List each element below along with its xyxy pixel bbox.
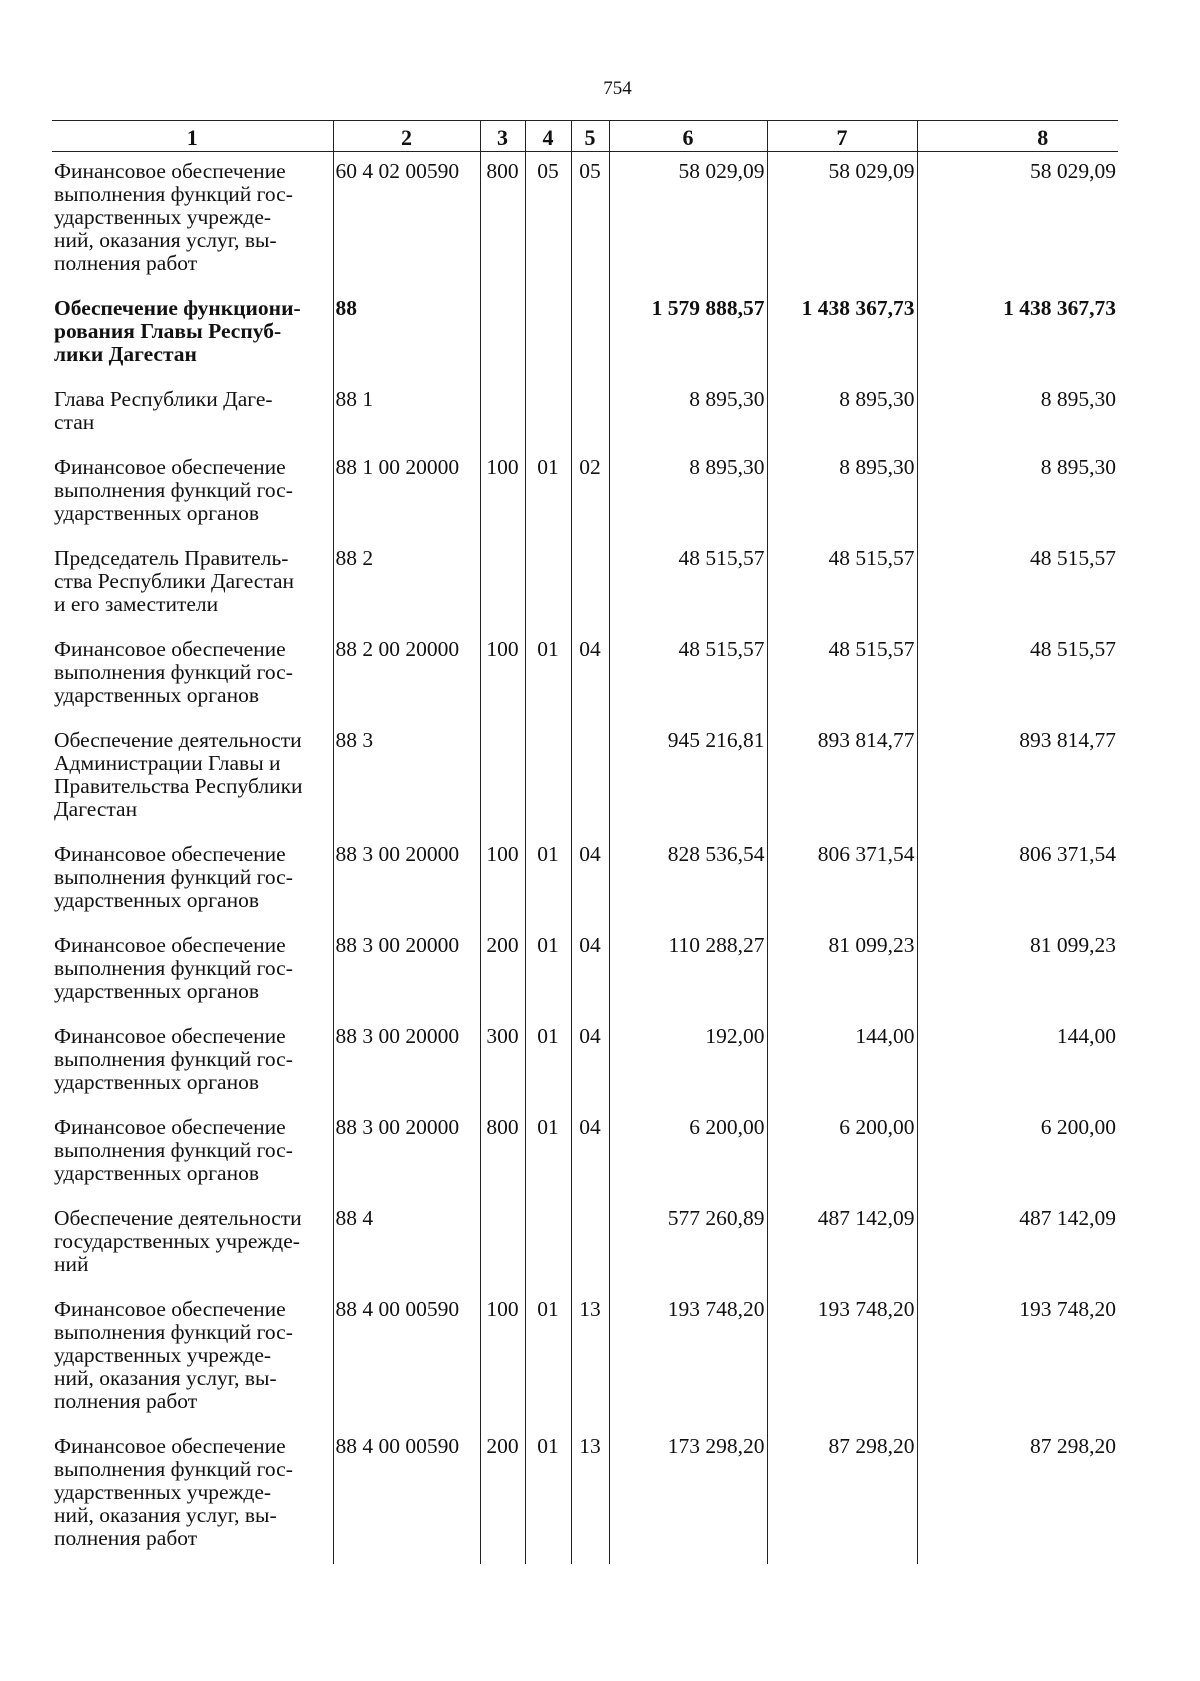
row-code: 60 4 02 00590 xyxy=(333,152,480,290)
table-row xyxy=(52,721,1118,835)
row-name xyxy=(52,926,333,1017)
row-value-6: 110 288,27 xyxy=(609,926,767,1017)
budget-table xyxy=(52,120,1118,1564)
row-name-line: Финансовое обеспечение xyxy=(54,842,286,866)
table-row xyxy=(52,289,1118,380)
row-col4: 01 xyxy=(525,1108,571,1199)
row-name xyxy=(52,1290,333,1427)
row-col4 xyxy=(525,539,571,630)
row-value-7: 8 895,30 xyxy=(767,380,917,448)
row-col4: 01 xyxy=(525,835,571,926)
row-name-line: выполнения функций гос- xyxy=(54,182,293,206)
row-code: 88 1 00 20000 xyxy=(333,448,480,539)
row-value-7: 6 200,00 xyxy=(767,1108,917,1199)
row-value-6: 828 536,54 xyxy=(609,835,767,926)
row-col5: 04 xyxy=(571,1108,609,1199)
row-name-line: Финансовое обеспечение xyxy=(54,455,286,479)
row-col4: 01 xyxy=(525,1290,571,1427)
row-name-line: ударственных учрежде- xyxy=(54,1343,272,1367)
row-value-6: 192,00 xyxy=(609,1017,767,1108)
row-code: 88 4 00 00590 xyxy=(333,1427,480,1564)
row-value-6: 58 029,09 xyxy=(609,152,767,290)
row-name-line: рования Главы Респуб- xyxy=(54,319,282,343)
row-name-line: Финансовое обеспечение xyxy=(54,1434,286,1458)
row-col3: 800 xyxy=(480,1108,525,1199)
row-col3: 200 xyxy=(480,1427,525,1564)
row-value-7: 487 142,09 xyxy=(767,1199,917,1290)
row-name-line: ударственных органов xyxy=(54,683,259,707)
table-row xyxy=(52,926,1118,1017)
row-name xyxy=(52,380,333,448)
row-value-8: 193 748,20 xyxy=(917,1290,1118,1427)
column-header: 2 xyxy=(333,121,480,152)
row-name-line: ударственных органов xyxy=(54,888,259,912)
row-value-7: 81 099,23 xyxy=(767,926,917,1017)
row-value-6: 48 515,57 xyxy=(609,539,767,630)
row-name-line: Финансовое обеспечение xyxy=(54,1024,286,1048)
row-col3 xyxy=(480,721,525,835)
row-value-8: 58 029,09 xyxy=(917,152,1118,290)
row-name-line: Обеспечение деятельности xyxy=(54,1206,302,1230)
row-name-line: и его заместители xyxy=(54,592,219,616)
row-name-line: полнения работ xyxy=(54,1526,198,1550)
row-name xyxy=(52,630,333,721)
row-name-line: ний, оказания услуг, вы- xyxy=(54,228,277,252)
row-name-line: ударственных органов xyxy=(54,1070,259,1094)
table-row xyxy=(52,630,1118,721)
row-col5: 04 xyxy=(571,630,609,721)
row-code: 88 3 00 20000 xyxy=(333,835,480,926)
row-name-line: выполнения функций гос- xyxy=(54,478,293,502)
column-header: 4 xyxy=(525,121,571,152)
row-col5 xyxy=(571,380,609,448)
row-code: 88 4 00 00590 xyxy=(333,1290,480,1427)
row-value-8: 8 895,30 xyxy=(917,448,1118,539)
row-value-8: 144,00 xyxy=(917,1017,1118,1108)
table-header-row xyxy=(52,121,1118,152)
row-col3 xyxy=(480,1199,525,1290)
row-name-line: выполнения функций гос- xyxy=(54,660,293,684)
row-name-line: ударственных учрежде- xyxy=(54,205,272,229)
row-name-line: полнения работ xyxy=(54,1389,198,1413)
row-name-line: Правительства Республики xyxy=(54,774,303,798)
row-name-line: лики Дагестан xyxy=(54,342,197,366)
row-col4: 01 xyxy=(525,1427,571,1564)
row-value-6: 8 895,30 xyxy=(609,380,767,448)
row-value-8: 8 895,30 xyxy=(917,380,1118,448)
row-name-line: Администрации Главы и xyxy=(54,751,281,775)
row-value-6: 1 579 888,57 xyxy=(609,289,767,380)
row-col3 xyxy=(480,539,525,630)
row-value-6: 8 895,30 xyxy=(609,448,767,539)
row-name xyxy=(52,835,333,926)
row-value-7: 8 895,30 xyxy=(767,448,917,539)
row-name-line: стан xyxy=(54,410,95,434)
column-header: 1 xyxy=(52,121,333,152)
row-name-line: выполнения функций гос- xyxy=(54,1320,293,1344)
row-col5 xyxy=(571,721,609,835)
row-value-6: 6 200,00 xyxy=(609,1108,767,1199)
row-name-line: Обеспечение функциони- xyxy=(54,296,301,320)
row-code: 88 3 00 20000 xyxy=(333,1017,480,1108)
row-name-line: ний xyxy=(54,1252,89,1276)
row-col3: 800 xyxy=(480,152,525,290)
row-name xyxy=(52,1017,333,1108)
row-name-line: государственных учрежде- xyxy=(54,1229,300,1253)
row-name-line: выполнения функций гос- xyxy=(54,865,293,889)
row-value-6: 173 298,20 xyxy=(609,1427,767,1564)
row-col4 xyxy=(525,1199,571,1290)
row-code: 88 xyxy=(333,289,480,380)
row-col4 xyxy=(525,380,571,448)
row-col4: 01 xyxy=(525,630,571,721)
row-code: 88 3 00 20000 xyxy=(333,1108,480,1199)
page-number: 754 xyxy=(603,78,632,99)
row-name-line: ударственных органов xyxy=(54,501,259,525)
row-col5: 13 xyxy=(571,1427,609,1564)
row-name-line: ударственных органов xyxy=(54,1161,259,1185)
column-header: 6 xyxy=(609,121,767,152)
row-col5: 13 xyxy=(571,1290,609,1427)
row-name xyxy=(52,1108,333,1199)
row-name-line: Финансовое обеспечение xyxy=(54,933,286,957)
table-body xyxy=(52,152,1118,1565)
table-row xyxy=(52,1017,1118,1108)
row-value-7: 58 029,09 xyxy=(767,152,917,290)
table-row xyxy=(52,152,1118,290)
row-value-7: 144,00 xyxy=(767,1017,917,1108)
row-col5: 05 xyxy=(571,152,609,290)
table-row xyxy=(52,539,1118,630)
column-header: 3 xyxy=(480,121,525,152)
row-code: 88 2 xyxy=(333,539,480,630)
row-name-line: Глава Республики Даге- xyxy=(54,387,273,411)
row-name-line: Дагестан xyxy=(54,797,138,821)
row-col3: 200 xyxy=(480,926,525,1017)
row-name-line: Финансовое обеспечение xyxy=(54,1115,286,1139)
row-name xyxy=(52,539,333,630)
row-name xyxy=(52,448,333,539)
row-name xyxy=(52,289,333,380)
row-code: 88 3 xyxy=(333,721,480,835)
column-header: 8 xyxy=(917,121,1118,152)
table-row xyxy=(52,835,1118,926)
row-name xyxy=(52,721,333,835)
row-name-line: ударственных органов xyxy=(54,979,259,1003)
column-header: 5 xyxy=(571,121,609,152)
row-col3 xyxy=(480,289,525,380)
row-value-6: 48 515,57 xyxy=(609,630,767,721)
row-name-line: Финансовое обеспечение xyxy=(54,159,286,183)
row-col5 xyxy=(571,539,609,630)
table-row xyxy=(52,380,1118,448)
table-row xyxy=(52,1108,1118,1199)
row-col3: 100 xyxy=(480,1290,525,1427)
row-col3: 300 xyxy=(480,1017,525,1108)
row-value-7: 893 814,77 xyxy=(767,721,917,835)
row-col3: 100 xyxy=(480,448,525,539)
row-value-6: 945 216,81 xyxy=(609,721,767,835)
row-col5: 04 xyxy=(571,1017,609,1108)
row-col4: 05 xyxy=(525,152,571,290)
table-row xyxy=(52,1199,1118,1290)
row-value-7: 193 748,20 xyxy=(767,1290,917,1427)
row-name xyxy=(52,152,333,290)
row-col3: 100 xyxy=(480,630,525,721)
row-name-line: полнения работ xyxy=(54,251,198,275)
row-name-line: Финансовое обеспечение xyxy=(54,1297,286,1321)
row-value-7: 48 515,57 xyxy=(767,630,917,721)
row-col3 xyxy=(480,380,525,448)
row-value-7: 48 515,57 xyxy=(767,539,917,630)
row-value-8: 893 814,77 xyxy=(917,721,1118,835)
row-name-line: ударственных учрежде- xyxy=(54,1480,272,1504)
row-col4: 01 xyxy=(525,1017,571,1108)
row-code: 88 2 00 20000 xyxy=(333,630,480,721)
row-value-8: 48 515,57 xyxy=(917,630,1118,721)
row-value-8: 81 099,23 xyxy=(917,926,1118,1017)
row-name-line: выполнения функций гос- xyxy=(54,956,293,980)
table-row xyxy=(52,1427,1118,1564)
row-col4: 01 xyxy=(525,926,571,1017)
row-col4 xyxy=(525,289,571,380)
row-name-line: Председатель Правитель- xyxy=(54,546,289,570)
row-value-7: 1 438 367,73 xyxy=(767,289,917,380)
row-col4 xyxy=(525,721,571,835)
row-value-8: 48 515,57 xyxy=(917,539,1118,630)
row-code: 88 1 xyxy=(333,380,480,448)
row-col5 xyxy=(571,289,609,380)
row-code: 88 4 xyxy=(333,1199,480,1290)
row-value-8: 1 438 367,73 xyxy=(917,289,1118,380)
table-row xyxy=(52,1290,1118,1427)
row-col4: 01 xyxy=(525,448,571,539)
row-value-8: 6 200,00 xyxy=(917,1108,1118,1199)
row-name xyxy=(52,1199,333,1290)
row-code: 88 3 00 20000 xyxy=(333,926,480,1017)
row-col5: 04 xyxy=(571,926,609,1017)
row-value-8: 487 142,09 xyxy=(917,1199,1118,1290)
row-name-line: выполнения функций гос- xyxy=(54,1047,293,1071)
row-value-7: 806 371,54 xyxy=(767,835,917,926)
row-value-6: 193 748,20 xyxy=(609,1290,767,1427)
row-name-line: Обеспечение деятельности xyxy=(54,728,302,752)
row-name-line: Финансовое обеспечение xyxy=(54,637,286,661)
row-name-line: ства Республики Дагестан xyxy=(54,569,295,593)
row-name-line: выполнения функций гос- xyxy=(54,1138,293,1162)
row-name-line: выполнения функций гос- xyxy=(54,1457,293,1481)
column-header: 7 xyxy=(767,121,917,152)
row-col3: 100 xyxy=(480,835,525,926)
row-name xyxy=(52,1427,333,1564)
table-row xyxy=(52,448,1118,539)
row-value-6: 577 260,89 xyxy=(609,1199,767,1290)
row-col5: 02 xyxy=(571,448,609,539)
row-col5: 04 xyxy=(571,835,609,926)
row-name-line: ний, оказания услуг, вы- xyxy=(54,1366,277,1390)
row-col5 xyxy=(571,1199,609,1290)
row-value-7: 87 298,20 xyxy=(767,1427,917,1564)
row-name-line: ний, оказания услуг, вы- xyxy=(54,1503,277,1527)
row-value-8: 806 371,54 xyxy=(917,835,1118,926)
row-value-8: 87 298,20 xyxy=(917,1427,1118,1564)
